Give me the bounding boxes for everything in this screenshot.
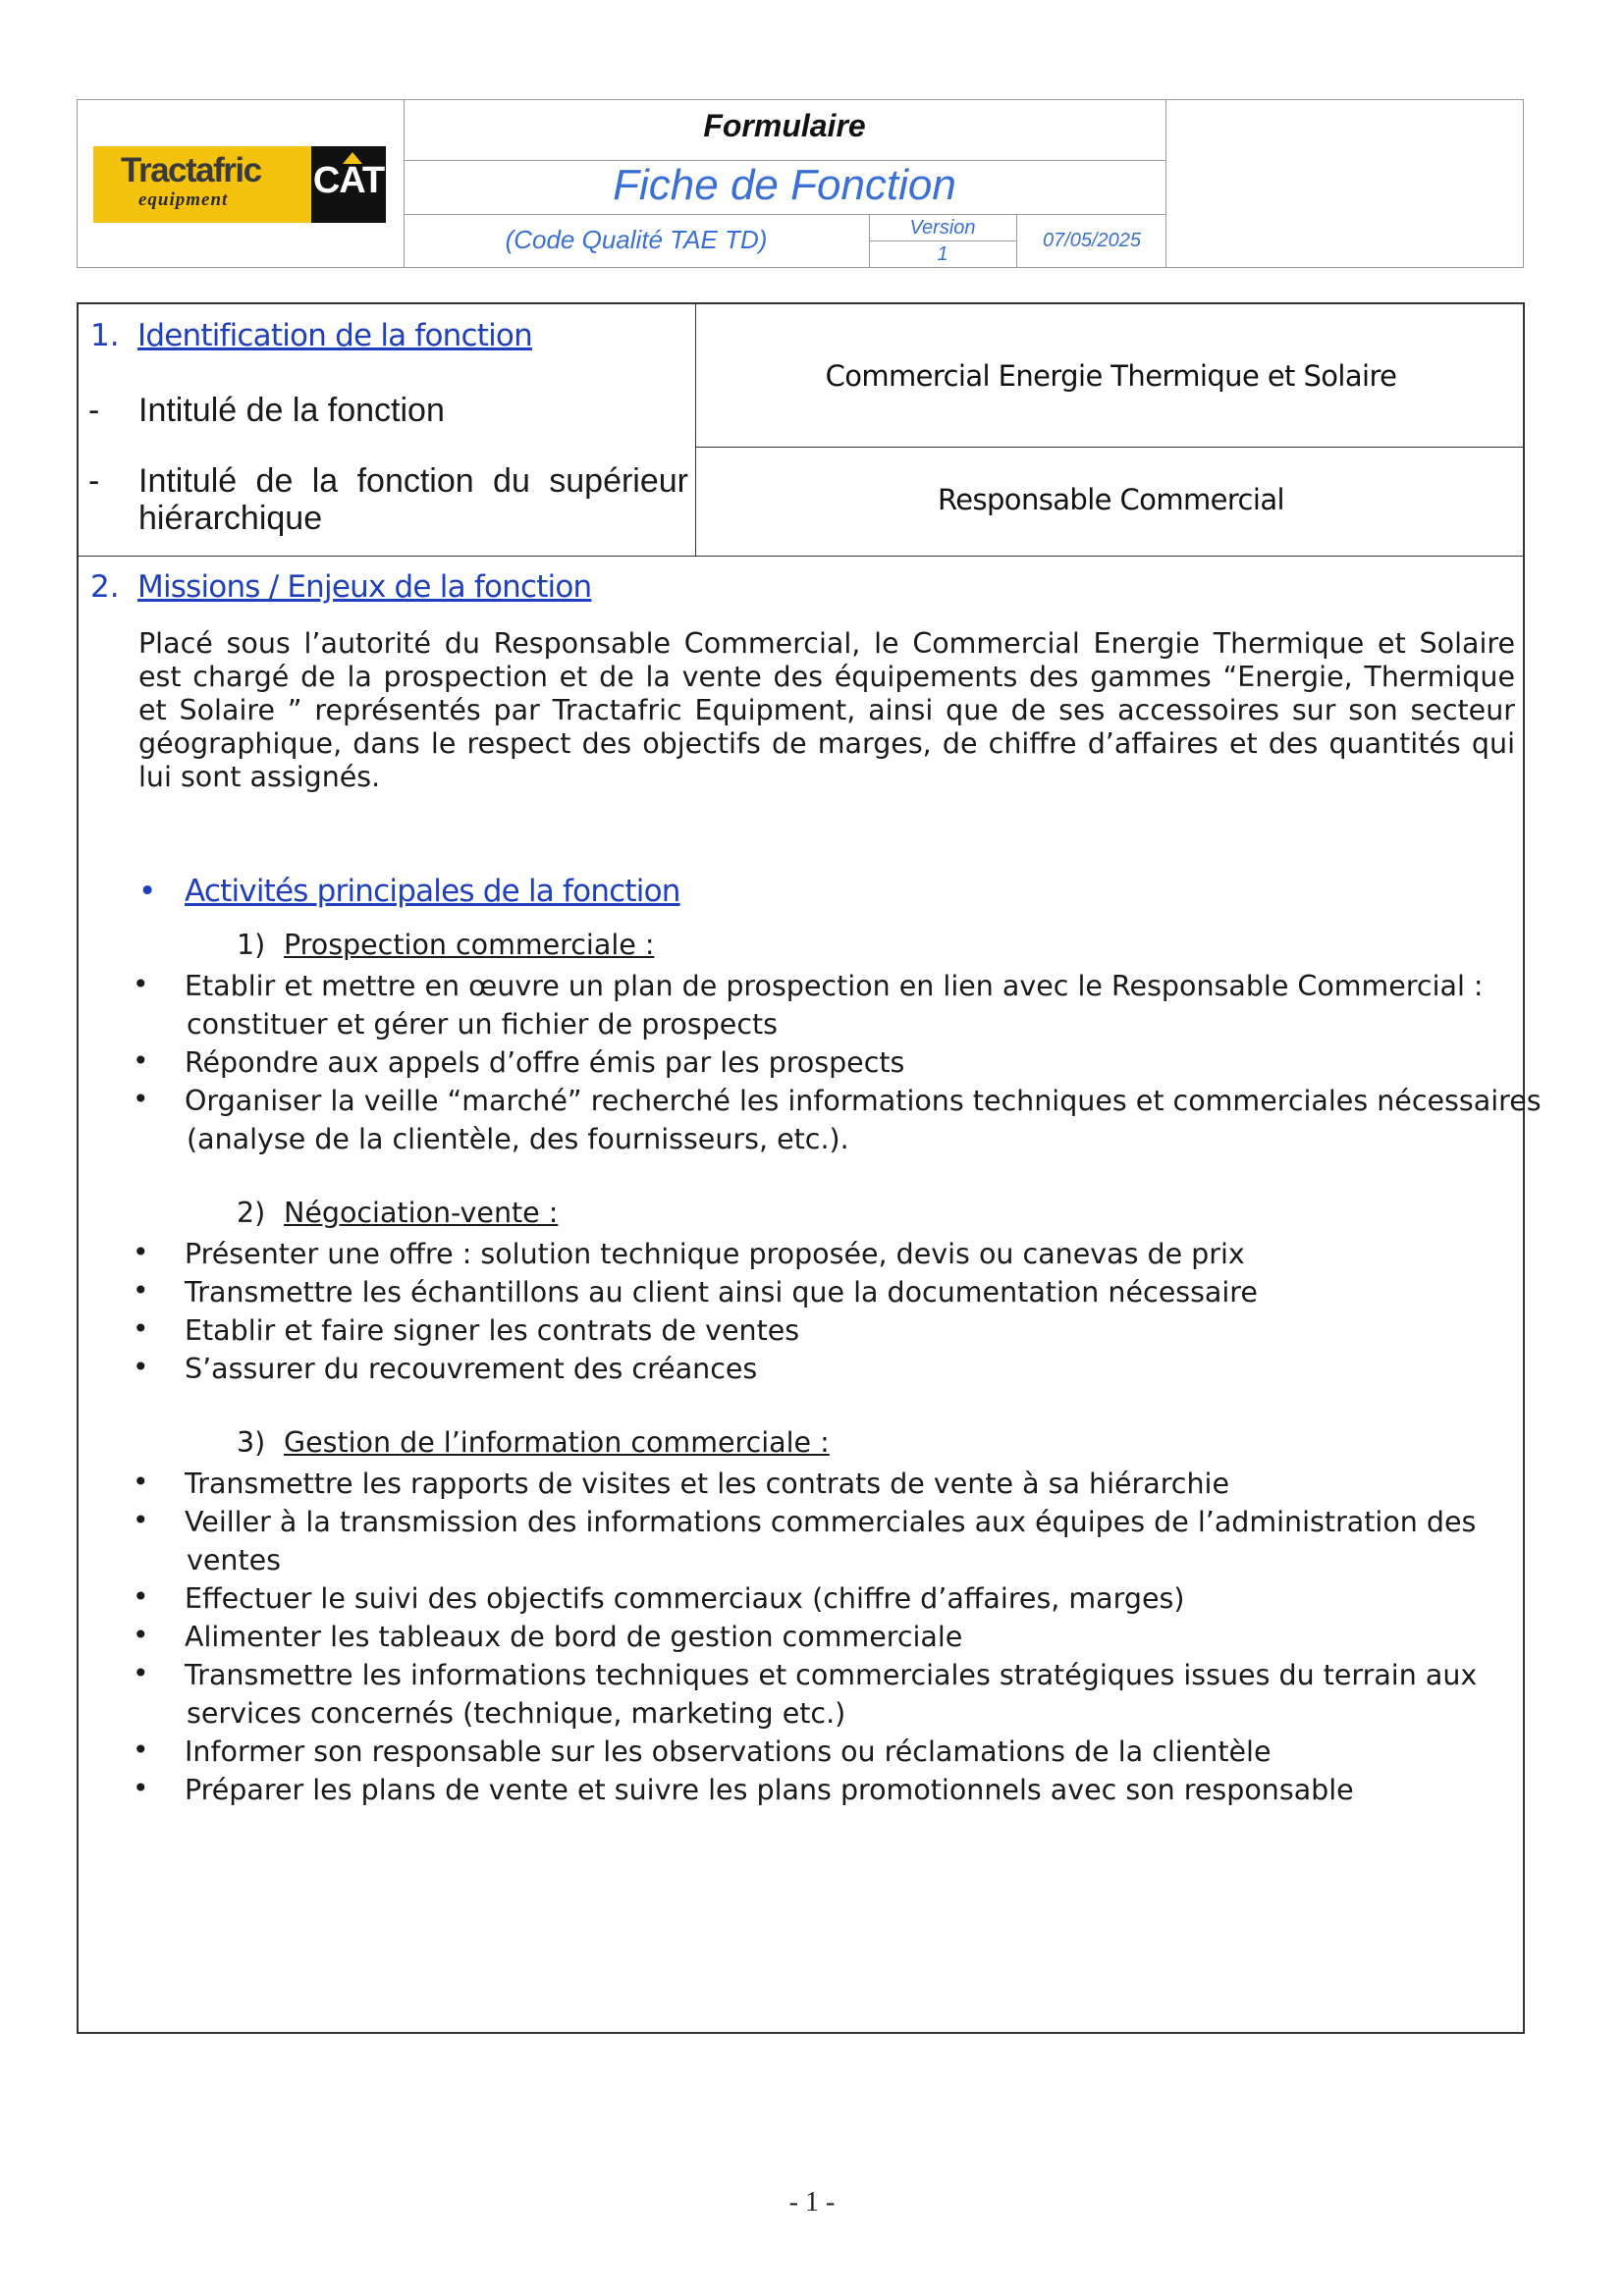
activity-item-line: Répondre aux appels d’offre émis par les prospects <box>185 1046 905 1079</box>
document-title: Fiche de Fonction <box>613 161 956 209</box>
header-divider <box>1165 100 1166 267</box>
table-divider <box>695 447 1523 448</box>
activity-item-line: Préparer les plans de vente et suivre les plans promotionnels avec son responsable <box>185 1774 1354 1806</box>
bullet-icon: • <box>133 1083 149 1115</box>
activity-group-number: 2) <box>237 1197 266 1229</box>
activity-item-line: Alimenter les tableaux de bord de gestion commerciale <box>185 1621 963 1653</box>
tractafric-logo <box>93 146 386 223</box>
activities-bullet: • <box>138 874 157 909</box>
activity-item-line: Présenter une offre : solution technique proposée, devis ou canevas de prix <box>185 1238 1245 1270</box>
activity-item-line: ventes <box>187 1544 282 1576</box>
activity-item-line: Transmettre les rapports de visites et les contrats de vente à sa hiérarchie <box>185 1468 1229 1500</box>
form-header <box>77 99 1524 268</box>
activity-item-line: constituer et gérer un fichier de prospects <box>187 1008 779 1041</box>
header-divider <box>869 240 1016 241</box>
bullet-icon: • <box>133 1044 149 1077</box>
header-divider <box>1016 214 1017 267</box>
bullet-icon: • <box>133 1619 149 1651</box>
version-number: 1 <box>937 243 948 265</box>
activity-group-number: 3) <box>237 1426 266 1459</box>
section-2-title: Missions / Enjeux de la fonction <box>137 569 592 605</box>
bullet-icon: • <box>133 1504 149 1536</box>
document-date: 07/05/2025 <box>1042 230 1142 251</box>
activity-item-line: (analyse de la clientèle, des fournisseurs, etc.). <box>187 1123 849 1155</box>
bullet-icon: • <box>133 1772 149 1804</box>
activity-item-line: Transmettre les échantillons au client ainsi que la documentation nécessaire <box>185 1276 1258 1308</box>
bullet-icon: • <box>133 1274 149 1307</box>
job-description-table <box>77 302 1542 2034</box>
job-title-value: Commercial Energie Thermique et Solaire <box>825 359 1397 393</box>
cat-logo-text: CAT <box>312 160 385 201</box>
activity-item-line: Veiller à la transmission des informations commerciales aux équipes de l’administration des <box>185 1506 1477 1538</box>
mission-paragraph: Placé sous l’autorité du Responsable Commercial, le Commercial Energie Thermique et Solaire est chargé de la prospection et de la vente des équipements des gammes “Energie, Thermique et Solaire ” représentés par Tractafric Equipment, ainsi que de ses accessoires sur son secteur géographique, dans le respect des objectifs de marges, de chiffre d’affaires et des quantités qui lui sont assignés. <box>138 627 1515 793</box>
quality-code: (Code Qualité TAE TD) <box>505 225 768 254</box>
supervisor-label-line1: Intitulé de la fonction du supérieur <box>138 462 688 500</box>
bullet-icon: • <box>133 1351 149 1383</box>
activity-group-number: 1) <box>237 929 266 961</box>
activity-item-line: Etablir et mettre en œuvre un plan de prospection en lien avec le Responsable Commercial : <box>185 970 1484 1002</box>
bullet-icon: • <box>133 968 149 1000</box>
section-2-number: 2. <box>90 569 120 605</box>
bullet-icon: • <box>133 1236 149 1268</box>
activity-item-line: Organiser la veille “marché” recherché les informations techniques et commerciales nécessaires <box>185 1085 1542 1117</box>
activity-item-line: Informer son responsable sur les observations ou réclamations de la clientèle <box>185 1735 1272 1768</box>
activity-item-line: services concernés (technique, marketing etc.) <box>187 1697 846 1730</box>
activity-item-line: S’assurer du recouvrement des créances <box>185 1353 758 1385</box>
activity-group-title: Gestion de l’information commerciale : <box>284 1426 830 1459</box>
activity-item-line: Effectuer le suivi des objectifs commerciaux (chiffre d’affaires, marges) <box>185 1582 1185 1615</box>
bullet-icon: • <box>133 1657 149 1689</box>
page-number: - 1 - <box>788 2187 836 2217</box>
activities-title: Activités principales de la fonction <box>185 874 680 909</box>
section-1-number: 1. <box>90 318 120 353</box>
job-title-label: Intitulé de la fonction <box>138 392 445 429</box>
section-1-title: Identification de la fonction <box>137 318 532 353</box>
activity-group-title: Négociation-vente : <box>284 1197 559 1229</box>
row-dash: - <box>88 392 100 429</box>
bullet-icon: • <box>133 1580 149 1613</box>
activity-group-title: Prospection commerciale : <box>284 929 655 961</box>
form-type-label: Formulaire <box>703 108 866 143</box>
cat-logo <box>311 146 386 223</box>
logo-subtitle: equipment <box>138 189 229 210</box>
supervisor-label-line2: hiérarchique <box>138 500 323 537</box>
cat-triangle-icon <box>343 152 362 164</box>
logo-brand: Tractafric <box>121 151 261 189</box>
header-divider <box>404 214 1165 215</box>
activity-item-line: Etablir et faire signer les contrats de ventes <box>185 1314 800 1347</box>
version-label: Version <box>909 217 976 239</box>
table-divider <box>695 304 696 556</box>
table-divider <box>79 556 1523 557</box>
bullet-icon: • <box>133 1466 149 1498</box>
bullet-icon: • <box>133 1734 149 1766</box>
bullet-icon: • <box>133 1312 149 1345</box>
supervisor-value: Responsable Commercial <box>938 483 1284 516</box>
activity-item-line: Transmettre les informations techniques et commerciales stratégiques issues du terrain aux <box>185 1659 1478 1691</box>
row-dash: - <box>88 462 100 500</box>
